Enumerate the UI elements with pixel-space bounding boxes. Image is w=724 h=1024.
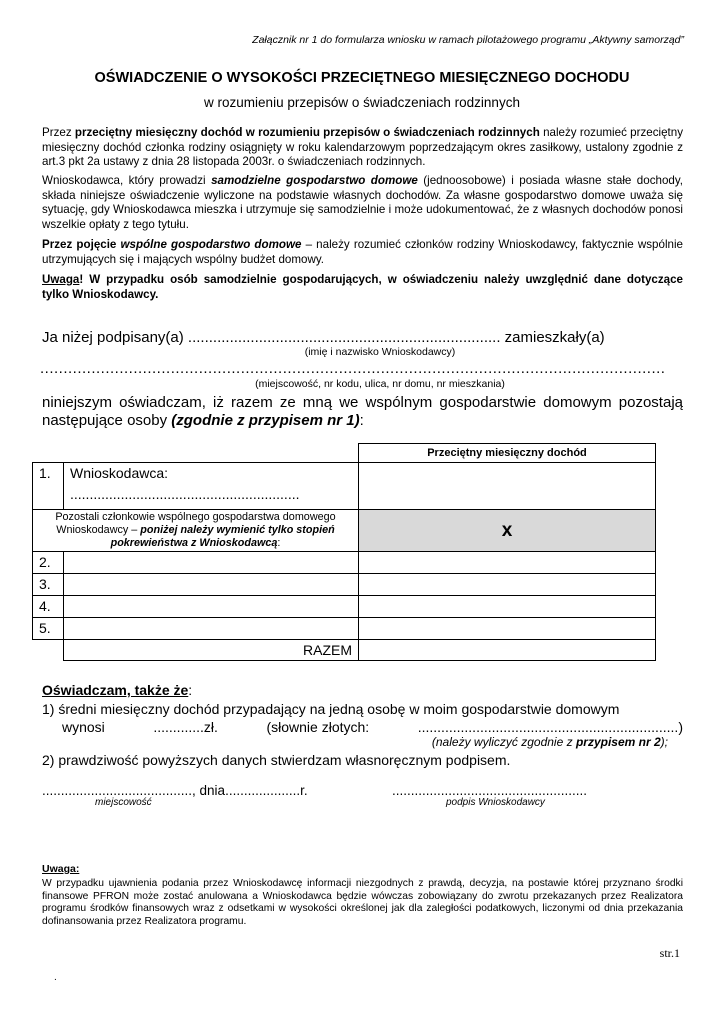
table-row-total bbox=[33, 640, 656, 661]
page-number: str.1 bbox=[659, 946, 680, 960]
shaded-cell-x: x bbox=[359, 510, 656, 552]
amount-field[interactable]: .............zł. bbox=[153, 719, 218, 735]
table-row: 2. bbox=[33, 552, 656, 574]
member-relation-cell[interactable] bbox=[64, 618, 359, 640]
declaration-heading: Oświadczam, także że: bbox=[42, 682, 193, 698]
table-row: 4. bbox=[33, 596, 656, 618]
calculation-note: (należy wyliczyć zgodnie z przypisem nr 2); bbox=[431, 735, 668, 749]
declaration-item-1-amount: wynosi .............zł. (słownie złotych: ...................................................................) bbox=[62, 719, 683, 735]
declaration-item-2: 2) prawdziwość powyższych danych stwierdzam własnoręcznym podpisem. bbox=[42, 752, 511, 768]
document-subtitle: w rozumieniu przepisów o świadczeniach rodzinnych bbox=[204, 95, 520, 110]
annex-note: Załącznik nr 1 do formularza wniosku w ramach pilotażowego programu „Aktywny samorząd” bbox=[252, 34, 684, 46]
member-relation-cell[interactable] bbox=[64, 574, 359, 596]
member-income-cell[interactable] bbox=[359, 618, 656, 640]
household-statement: niniejszym oświadczam, iż razem ze mną we wspólnym gospodarstwie domowym pozostają następujące osoby (zgodnie z przypisem nr 1): bbox=[42, 394, 683, 429]
member-income-cell[interactable] bbox=[359, 552, 656, 574]
stray-dot: . bbox=[54, 972, 57, 983]
declaration-item-1: 1) średni miesięczny dochód przypadający na jedną osobę w moim gospodarstwie domowym bbox=[42, 701, 620, 717]
applicant-name-field[interactable]: ........................................................... bbox=[70, 486, 300, 502]
amount-words-field[interactable]: ...................................................................) bbox=[417, 719, 683, 735]
place-caption: miejscowość bbox=[95, 797, 152, 808]
signature-caption: podpis Wnioskodawcy bbox=[446, 797, 545, 808]
member-income-cell[interactable] bbox=[359, 596, 656, 618]
total-income-cell[interactable] bbox=[359, 640, 656, 661]
name-caption: (imię i nazwisko Wnioskodawcy) bbox=[304, 346, 456, 358]
other-members-note: Pozostali członkowie wspólnego gospodarstwa domowego Wnioskodawcy – poniżej należy wymienić tylko stopień pokrewieństwa z Wnioskodawcą: bbox=[33, 510, 359, 552]
applicant-cell[interactable]: Wnioskodawca: ........................................................... bbox=[64, 463, 359, 510]
footer-warning-heading: Uwaga: bbox=[42, 863, 80, 875]
table-row: 3. bbox=[33, 574, 656, 596]
total-label: RAZEM bbox=[64, 640, 359, 661]
footer-warning-text: W przypadku ujawnienia podania przez Wnioskodawcę informacji niezgodnych z prawdą, decyzja, na postawie której przyznano środki finansowe PFRON może zostać anulowana a Wnioskodawca będzie wówczas zobowiązany do zwrotu przekazanych przez Realizatora programu środków finansowych wraz z odsetkami w wysokości określonej jak dla zaległości podatkowych, liczonymi od dnia przekazania dofinansowania przez Realizatora programu. bbox=[42, 878, 683, 928]
member-income-cell[interactable] bbox=[359, 574, 656, 596]
table-row: 5. bbox=[33, 618, 656, 640]
member-relation-cell[interactable] bbox=[64, 596, 359, 618]
declarant-name-line: Ja niżej podpisany(a) ........................................................................... zamieszkały(a) bbox=[42, 329, 605, 346]
signature-field[interactable]: .................................................... bbox=[392, 783, 588, 798]
document-title: OŚWIADCZENIE O WYSOKOŚCI PRZECIĘTNEGO MIESIĘCZNEGO DOCHODU bbox=[94, 70, 630, 86]
definition-single-household: Wnioskodawca, który prowadzi samodzielne gospodarstwo domowe (jednoosobowe) i posiada własne stałe dochody, składa niniejsze oświadczenie wyliczone na podstawie własnych dochodów. Za własne gospodarstwo domowe uważa się sytuację, gdy Wnioskodawca mieszka i utrzymuje się samodzielnie i może udokumentować, że z własnych dochodów ponosi wszelkie opłaty z tego tytułu. bbox=[42, 174, 684, 231]
address-field[interactable]: ...................................................................................................................................... bbox=[40, 360, 666, 377]
definition-common-household: Przez pojęcie wspólne gospodarstwo domowe – należy rozumieć członków rodziny Wnioskodawcy, faktycznie wspólnie utrzymujących się i mających wspólny budżet domowy. bbox=[42, 238, 683, 266]
warning-single-persons: Uwaga! W przypadku osób samodzielnie gospodarujących, w oświadczeniu należy uwzględnić dane dotyczące tylko Wnioskodawcy. bbox=[42, 273, 683, 301]
household-members-table bbox=[32, 443, 656, 661]
definition-average-income: Przez przeciętny miesięczny dochód w rozumieniu przepisów o świadczeniach rodzinnych należy rozumieć przeciętny miesięczny dochód członka rodziny osiągnięty w roku kalendarzowym poprzedzającym okres zasiłkowy, ustalony zgodnie z art.3 pkt 2a ustawy z dnia 28 listopada 2003r. o świadczeniach rodzinnych. bbox=[42, 126, 683, 169]
applicant-income-cell[interactable] bbox=[359, 463, 656, 510]
signature-place-date: ........................................, dnia....................r. bbox=[42, 783, 308, 798]
table-row bbox=[33, 510, 656, 552]
name-field[interactable]: ........................................................................... bbox=[187, 329, 501, 346]
date-field[interactable]: .................... bbox=[225, 783, 301, 798]
address-caption: (miejscowość, nr kodu, ulica, nr domu, nr mieszkania) bbox=[255, 378, 505, 390]
member-relation-cell[interactable] bbox=[64, 552, 359, 574]
income-column-header: Przeciętny miesięczny dochód bbox=[359, 444, 656, 463]
place-field[interactable]: ........................................ bbox=[42, 783, 193, 798]
table-row: 1. Wnioskodawca: ........................................................... bbox=[33, 463, 656, 510]
